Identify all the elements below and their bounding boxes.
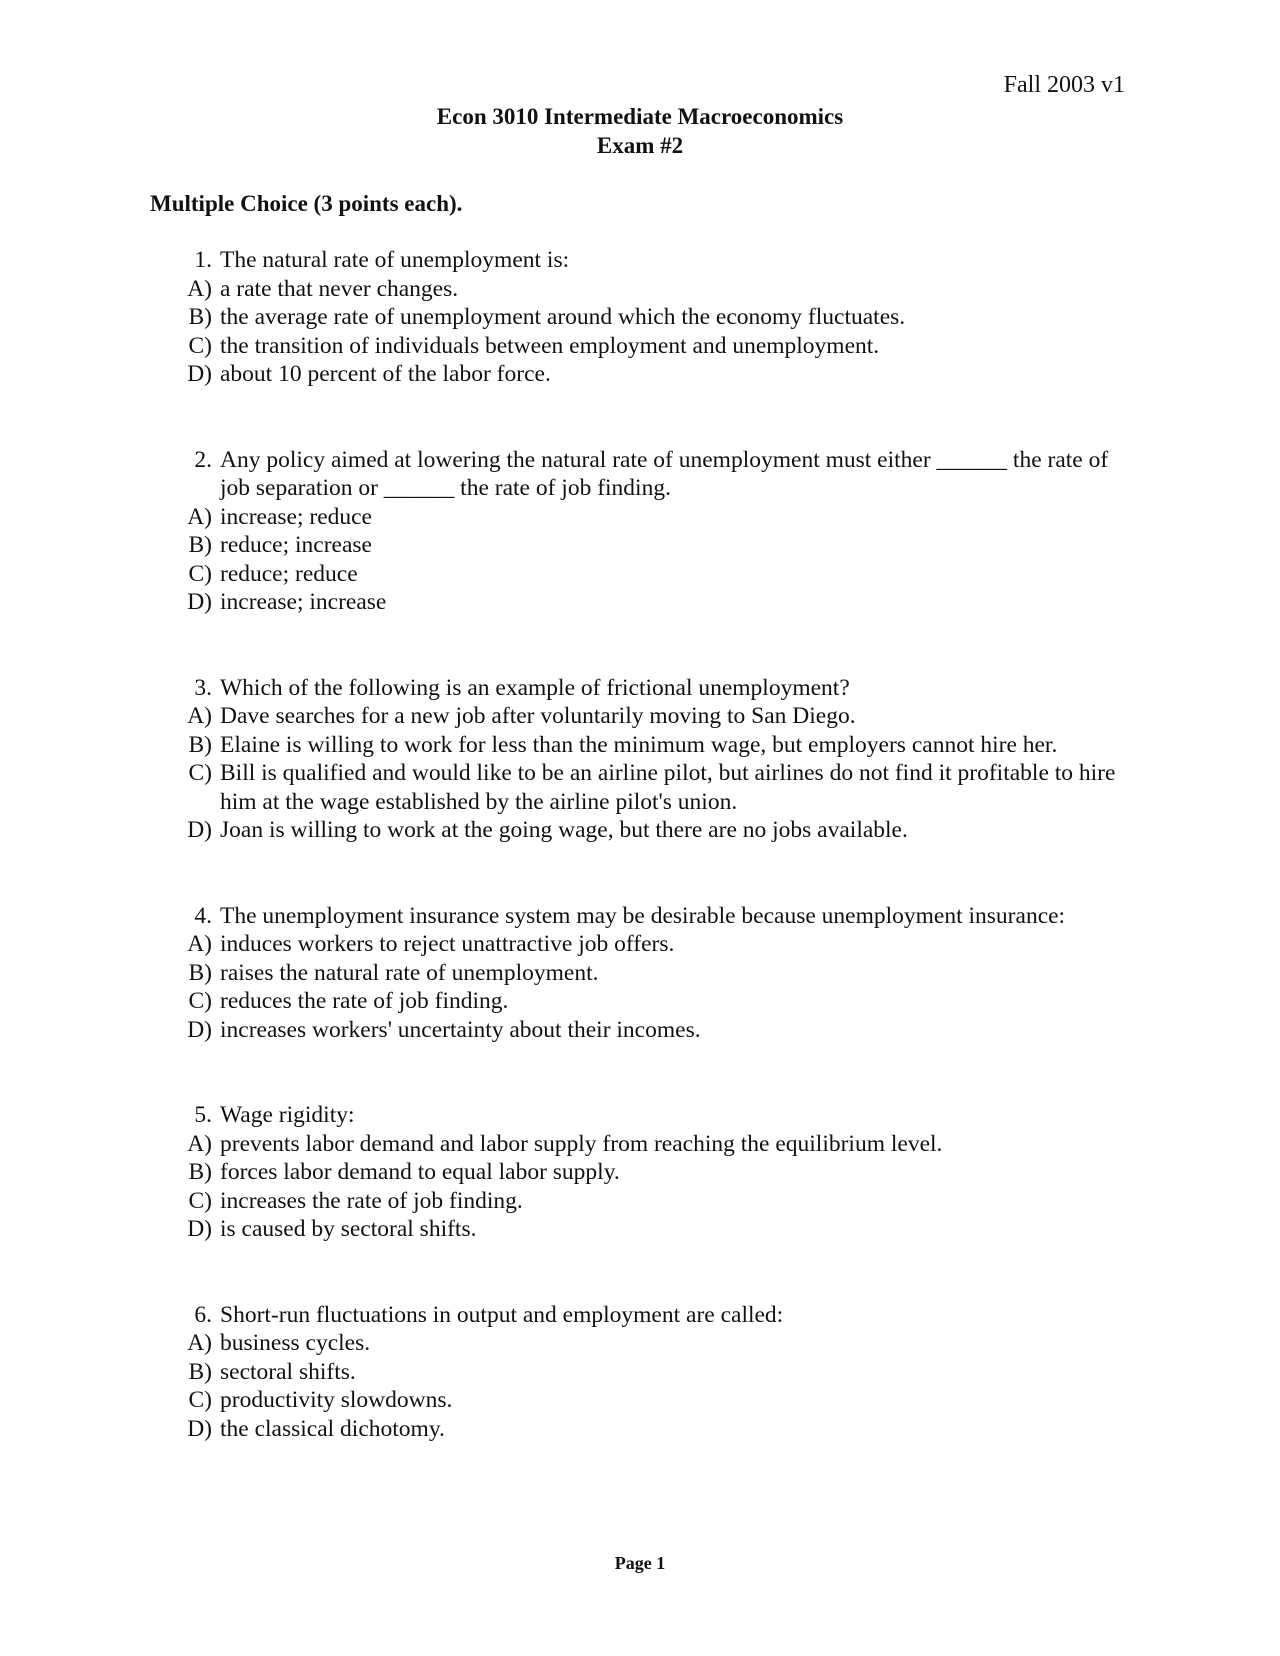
answer-option xyxy=(150,1130,1130,1159)
question-number: 5. xyxy=(194,1102,212,1128)
option-text: Elaine is willing to work for less than the minimum wage, but employers cannot hire her. xyxy=(220,731,1058,758)
answer-option xyxy=(150,588,1130,617)
option-text: increase; increase xyxy=(220,589,387,615)
question-4 xyxy=(150,902,1130,1045)
option-label: B) xyxy=(188,304,212,330)
option-text: reduce; increase xyxy=(220,532,372,558)
option-text: Dave searches for a new job after voluntarily moving to San Diego. xyxy=(220,703,856,729)
answer-option xyxy=(150,1016,1130,1045)
exam-version: Fall 2003 v1 xyxy=(1003,72,1125,98)
answer-option xyxy=(150,930,1130,959)
question-stem: Any policy aimed at lowering the natural rate of unemployment must either ______ the rate of job separation or ______ the rate of job finding. xyxy=(220,446,1109,501)
option-label: C) xyxy=(188,760,212,786)
question-5 xyxy=(150,1101,1130,1244)
option-label: D) xyxy=(187,1216,212,1242)
question-number: 1. xyxy=(194,247,212,273)
option-text: forces labor demand to equal labor supply. xyxy=(220,1159,620,1185)
option-label: A) xyxy=(187,703,212,729)
option-label: D) xyxy=(187,1016,212,1043)
question-stem: Short-run fluctuations in output and employment are called: xyxy=(220,1301,784,1328)
option-text: a rate that never changes. xyxy=(220,275,459,302)
option-text: Joan is willing to work at the going wage, but there are no jobs available. xyxy=(220,817,908,843)
option-text: reduces the rate of job finding. xyxy=(220,988,509,1014)
option-text: Bill is qualified and would like to be an airline pilot, but airlines do not find it profitable to hire him at the wage established by the airline pilot's union. xyxy=(220,760,1116,815)
answer-option xyxy=(150,560,1130,589)
option-text: business cycles. xyxy=(220,1330,371,1356)
question-3 xyxy=(150,674,1130,845)
answer-option xyxy=(150,503,1130,532)
question-stem-row xyxy=(150,902,1130,931)
answer-option xyxy=(150,816,1130,845)
option-label: D) xyxy=(187,361,212,387)
answer-option xyxy=(150,1187,1130,1216)
exam-title: Exam #2 xyxy=(596,133,684,158)
answer-option xyxy=(150,959,1130,988)
answer-option xyxy=(150,1358,1130,1387)
answer-option xyxy=(150,987,1130,1016)
option-text: the average rate of unemployment around which the economy fluctuates. xyxy=(220,304,906,330)
option-text: productivity slowdowns. xyxy=(220,1387,453,1413)
answer-option xyxy=(150,1329,1130,1358)
option-text: increases workers' uncertainty about their incomes. xyxy=(220,1016,701,1043)
question-1 xyxy=(150,246,1130,389)
option-label: A) xyxy=(187,275,212,302)
option-label: D) xyxy=(187,817,212,843)
question-stem-row xyxy=(150,246,1130,275)
option-label: D) xyxy=(187,589,212,615)
option-text: is caused by sectoral shifts. xyxy=(220,1216,477,1242)
answer-option xyxy=(150,1415,1130,1444)
page-number: Page 1 xyxy=(614,1553,666,1573)
answer-option xyxy=(150,275,1130,304)
option-label: A) xyxy=(187,1130,212,1157)
option-text: sectoral shifts. xyxy=(220,1358,356,1385)
option-label: A) xyxy=(187,931,212,957)
option-text: increase; reduce xyxy=(220,503,372,530)
question-list xyxy=(150,246,1130,1443)
option-text: the transition of individuals between employment and unemployment. xyxy=(220,332,880,359)
option-label: C) xyxy=(188,1387,212,1413)
option-label: C) xyxy=(188,332,212,359)
option-label: C) xyxy=(188,988,212,1014)
question-stem: The unemployment insurance system may be desirable because unemployment insurance: xyxy=(220,902,1066,929)
course-title: Econ 3010 Intermediate Macroeconomics xyxy=(436,104,844,129)
question-number: 3. xyxy=(194,674,212,701)
option-label: B) xyxy=(188,1159,212,1185)
question-stem: Which of the following is an example of frictional unemployment? xyxy=(220,674,850,701)
answer-option xyxy=(150,702,1130,731)
answer-option xyxy=(150,531,1130,560)
option-label: D) xyxy=(187,1415,212,1442)
answer-option xyxy=(150,1386,1130,1415)
answer-option xyxy=(150,332,1130,361)
option-text: reduce; reduce xyxy=(220,560,358,587)
question-number: 2. xyxy=(194,446,212,473)
option-label: B) xyxy=(188,1358,212,1385)
question-stem-row xyxy=(150,1301,1130,1330)
option-label: B) xyxy=(188,731,212,758)
question-stem: The natural rate of unemployment is: xyxy=(220,247,570,273)
question-stem-row xyxy=(150,674,1130,703)
answer-option xyxy=(150,1215,1130,1244)
option-text: about 10 percent of the labor force. xyxy=(220,361,551,387)
option-label: C) xyxy=(188,560,212,587)
question-number: 6. xyxy=(194,1301,212,1328)
option-text: prevents labor demand and labor supply from reaching the equilibrium level. xyxy=(220,1130,943,1157)
answer-option xyxy=(150,759,1130,816)
question-6 xyxy=(150,1301,1130,1444)
answer-option xyxy=(150,303,1130,332)
answer-option xyxy=(150,731,1130,760)
question-number: 4. xyxy=(194,902,212,929)
option-text: increases the rate of job finding. xyxy=(220,1187,523,1214)
option-text: the classical dichotomy. xyxy=(220,1415,445,1442)
option-label: A) xyxy=(187,503,212,530)
question-2 xyxy=(150,446,1130,617)
question-stem: Wage rigidity: xyxy=(220,1102,355,1128)
answer-option xyxy=(150,360,1130,389)
option-label: B) xyxy=(188,532,212,558)
question-stem-row xyxy=(150,1101,1130,1130)
section-heading: Multiple Choice (3 points each). xyxy=(150,191,463,216)
question-stem-row xyxy=(150,446,1130,503)
option-label: B) xyxy=(188,959,212,986)
option-label: A) xyxy=(187,1330,212,1356)
option-text: induces workers to reject unattractive job offers. xyxy=(220,931,675,957)
option-label: C) xyxy=(188,1187,212,1214)
option-text: raises the natural rate of unemployment. xyxy=(220,959,599,986)
answer-option xyxy=(150,1158,1130,1187)
